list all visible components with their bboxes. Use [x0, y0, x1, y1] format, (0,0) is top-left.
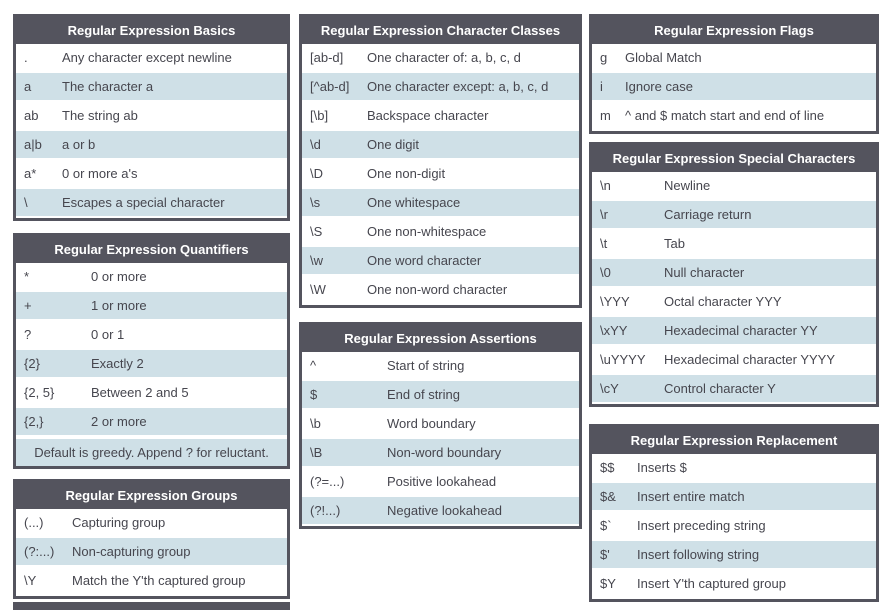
table-row — [16, 538, 287, 567]
table-row — [16, 292, 287, 321]
pattern-symbol: . — [24, 50, 28, 65]
pattern-symbol: $& — [600, 489, 616, 504]
pattern-symbol: \w — [310, 253, 323, 268]
pattern-description: Start of string — [387, 358, 465, 373]
pattern-description: 1 or more — [91, 298, 147, 313]
table-title: Regular Expression Replacement — [592, 427, 876, 454]
table-title: Regular Expression Basics — [16, 17, 287, 44]
table-regex-assertions — [299, 322, 582, 529]
table-row — [592, 201, 876, 230]
pattern-description: Carriage return — [664, 207, 752, 222]
pattern-description: Hexadecimal character YYYY — [664, 352, 836, 367]
pattern-description: Any character except newline — [62, 50, 232, 65]
pattern-symbol: ^ — [310, 358, 317, 373]
table-row — [592, 454, 876, 483]
table-row — [302, 102, 579, 131]
table-row — [16, 350, 287, 379]
table-row — [302, 497, 579, 526]
pattern-description: Between 2 and 5 — [91, 385, 189, 400]
column-right — [589, 14, 879, 602]
pattern-symbol: \uYYYY — [600, 352, 646, 367]
pattern-symbol: i — [600, 79, 603, 94]
pattern-symbol: $` — [600, 518, 612, 533]
table-row — [16, 131, 287, 160]
table-footnote: Default is greedy. Append ? for reluctant. — [16, 437, 287, 466]
pattern-description: Tab — [664, 236, 685, 251]
table-row — [302, 189, 579, 218]
table-row — [302, 381, 579, 410]
table-row — [16, 379, 287, 408]
pattern-description: One non-digit — [367, 166, 446, 181]
pattern-symbol: \W — [310, 282, 326, 297]
table-row — [592, 570, 876, 599]
table-title: Regular Expression Assertions — [302, 325, 579, 352]
pattern-symbol: \ — [24, 195, 28, 210]
table-rows — [592, 454, 876, 599]
pattern-description: Insert following string — [637, 547, 760, 562]
table-regex-replacement — [589, 424, 879, 602]
pattern-description: One non-whitespace — [367, 224, 487, 239]
pattern-symbol: (?:...) — [24, 544, 55, 559]
pattern-description: 0 or 1 — [91, 327, 125, 342]
pattern-description: Newline — [664, 178, 711, 193]
table-row — [592, 102, 876, 131]
table-row — [16, 44, 287, 73]
pattern-symbol: \n — [600, 178, 611, 193]
table-title: Regular Expression Special Characters — [592, 145, 876, 172]
table-rows — [16, 263, 287, 437]
pattern-description: Negative lookahead — [387, 503, 502, 518]
pattern-description: 2 or more — [91, 414, 147, 429]
pattern-symbol: \b — [310, 416, 321, 431]
pattern-symbol: \r — [600, 207, 608, 222]
pattern-description: One character except: a, b, c, d — [367, 79, 549, 94]
table-title: Regular Expression Quantifiers — [16, 236, 287, 263]
pattern-symbol: (...) — [24, 515, 44, 530]
table-regex-flags — [589, 14, 879, 134]
pattern-symbol: $Y — [600, 576, 616, 591]
pattern-description: One character of: a, b, c, d — [367, 50, 521, 65]
pattern-symbol: g — [600, 50, 608, 65]
table-title: Regular Expression Flags — [592, 17, 876, 44]
table-row — [592, 483, 876, 512]
table-row — [592, 512, 876, 541]
table-regex-special-characters — [589, 142, 879, 407]
table-regex-character-classes — [299, 14, 582, 308]
table-row — [592, 541, 876, 570]
cutoff-table-header — [13, 602, 290, 610]
pattern-description: 0 or more — [91, 269, 147, 284]
pattern-description: Positive lookahead — [387, 474, 497, 489]
pattern-symbol: a|b — [24, 137, 42, 152]
table-row — [592, 73, 876, 102]
table-regex-groups — [13, 479, 290, 599]
pattern-description: One whitespace — [367, 195, 461, 210]
pattern-description: Backspace character — [367, 108, 489, 123]
pattern-description: Word boundary — [387, 416, 476, 431]
pattern-symbol: \xYY — [600, 323, 628, 338]
pattern-description: Non-word boundary — [387, 445, 502, 460]
table-row — [592, 44, 876, 73]
pattern-symbol: \t — [600, 236, 608, 251]
pattern-symbol: [\b] — [310, 108, 329, 123]
pattern-description: Non-capturing group — [72, 544, 191, 559]
table-row — [302, 218, 579, 247]
pattern-description: Hexadecimal character YY — [664, 323, 818, 338]
column-middle — [299, 14, 582, 529]
table-row — [302, 73, 579, 102]
pattern-symbol: m — [600, 108, 611, 123]
table-row — [302, 247, 579, 276]
pattern-description: Control character Y — [664, 381, 776, 396]
pattern-symbol: (?=...) — [310, 474, 345, 489]
table-title: Regular Expression Groups — [16, 482, 287, 509]
table-row — [592, 288, 876, 317]
pattern-symbol: ? — [24, 327, 32, 342]
pattern-symbol: \S — [310, 224, 323, 239]
pattern-symbol: \cY — [600, 381, 619, 396]
pattern-description: The character a — [62, 79, 154, 94]
pattern-symbol: $ — [310, 387, 318, 402]
pattern-description: Global Match — [625, 50, 702, 65]
table-row — [302, 468, 579, 497]
table-rows — [302, 352, 579, 526]
pattern-description: Match the Y'th captured group — [72, 573, 246, 588]
pattern-symbol: \Y — [24, 573, 37, 588]
table-row — [16, 567, 287, 596]
table-row — [592, 375, 876, 404]
pattern-description: Capturing group — [72, 515, 166, 530]
pattern-symbol: {2} — [24, 356, 40, 371]
pattern-symbol: \D — [310, 166, 323, 181]
table-row — [16, 189, 287, 218]
column-left — [13, 14, 290, 610]
table-rows — [16, 44, 287, 218]
pattern-symbol: \0 — [600, 265, 611, 280]
table-row — [16, 509, 287, 538]
table-row — [16, 160, 287, 189]
table-row — [302, 131, 579, 160]
table-row — [302, 160, 579, 189]
table-row — [592, 172, 876, 201]
table-rows — [302, 44, 579, 305]
pattern-symbol: (?!...) — [310, 503, 341, 518]
table-row — [16, 263, 287, 292]
pattern-symbol: $$ — [600, 460, 615, 475]
pattern-symbol: \B — [310, 445, 323, 460]
table-rows — [592, 44, 876, 131]
pattern-description: The string ab — [62, 108, 138, 123]
table-row — [302, 352, 579, 381]
pattern-description: Null character — [664, 265, 745, 280]
pattern-description: Insert preceding string — [637, 518, 766, 533]
pattern-description: Ignore case — [625, 79, 693, 94]
table-row — [592, 259, 876, 288]
pattern-symbol: \s — [310, 195, 321, 210]
table-regex-quantifiers — [13, 233, 290, 469]
pattern-description: Insert Y'th captured group — [637, 576, 786, 591]
pattern-symbol: [^ab-d] — [310, 79, 350, 94]
pattern-description: One non-word character — [367, 282, 508, 297]
pattern-symbol: ab — [24, 108, 39, 123]
pattern-symbol: + — [24, 298, 32, 313]
table-row — [302, 276, 579, 305]
table-row — [16, 408, 287, 437]
table-row — [16, 102, 287, 131]
pattern-symbol: a — [24, 79, 32, 94]
pattern-symbol: [ab-d] — [310, 50, 344, 65]
table-row — [302, 410, 579, 439]
table-row — [302, 439, 579, 468]
pattern-description: Insert entire match — [637, 489, 745, 504]
pattern-description: a or b — [62, 137, 96, 152]
pattern-symbol: $' — [600, 547, 610, 562]
table-row — [592, 317, 876, 346]
pattern-description: ^ and $ match start and end of line — [625, 108, 825, 123]
table-regex-basics — [13, 14, 290, 221]
table-row — [16, 321, 287, 350]
pattern-description: End of string — [387, 387, 460, 402]
pattern-symbol: \d — [310, 137, 321, 152]
table-rows — [16, 509, 287, 596]
pattern-description: One digit — [367, 137, 420, 152]
pattern-description: One word character — [367, 253, 482, 268]
pattern-symbol: \YYY — [600, 294, 630, 309]
pattern-symbol: * — [24, 269, 30, 284]
table-row — [302, 44, 579, 73]
table-row — [16, 73, 287, 102]
pattern-description: Octal character YYY — [664, 294, 782, 309]
pattern-symbol: {2, 5} — [24, 385, 55, 400]
pattern-symbol: a* — [24, 166, 37, 181]
table-row — [592, 346, 876, 375]
table-row — [592, 230, 876, 259]
pattern-symbol: {2,} — [24, 414, 44, 429]
pattern-description: Exactly 2 — [91, 356, 144, 371]
pattern-description: 0 or more a's — [62, 166, 138, 181]
table-rows — [592, 172, 876, 404]
table-title: Regular Expression Character Classes — [302, 17, 579, 44]
pattern-description: Escapes a special character — [62, 195, 225, 210]
pattern-description: Inserts $ — [637, 460, 687, 475]
